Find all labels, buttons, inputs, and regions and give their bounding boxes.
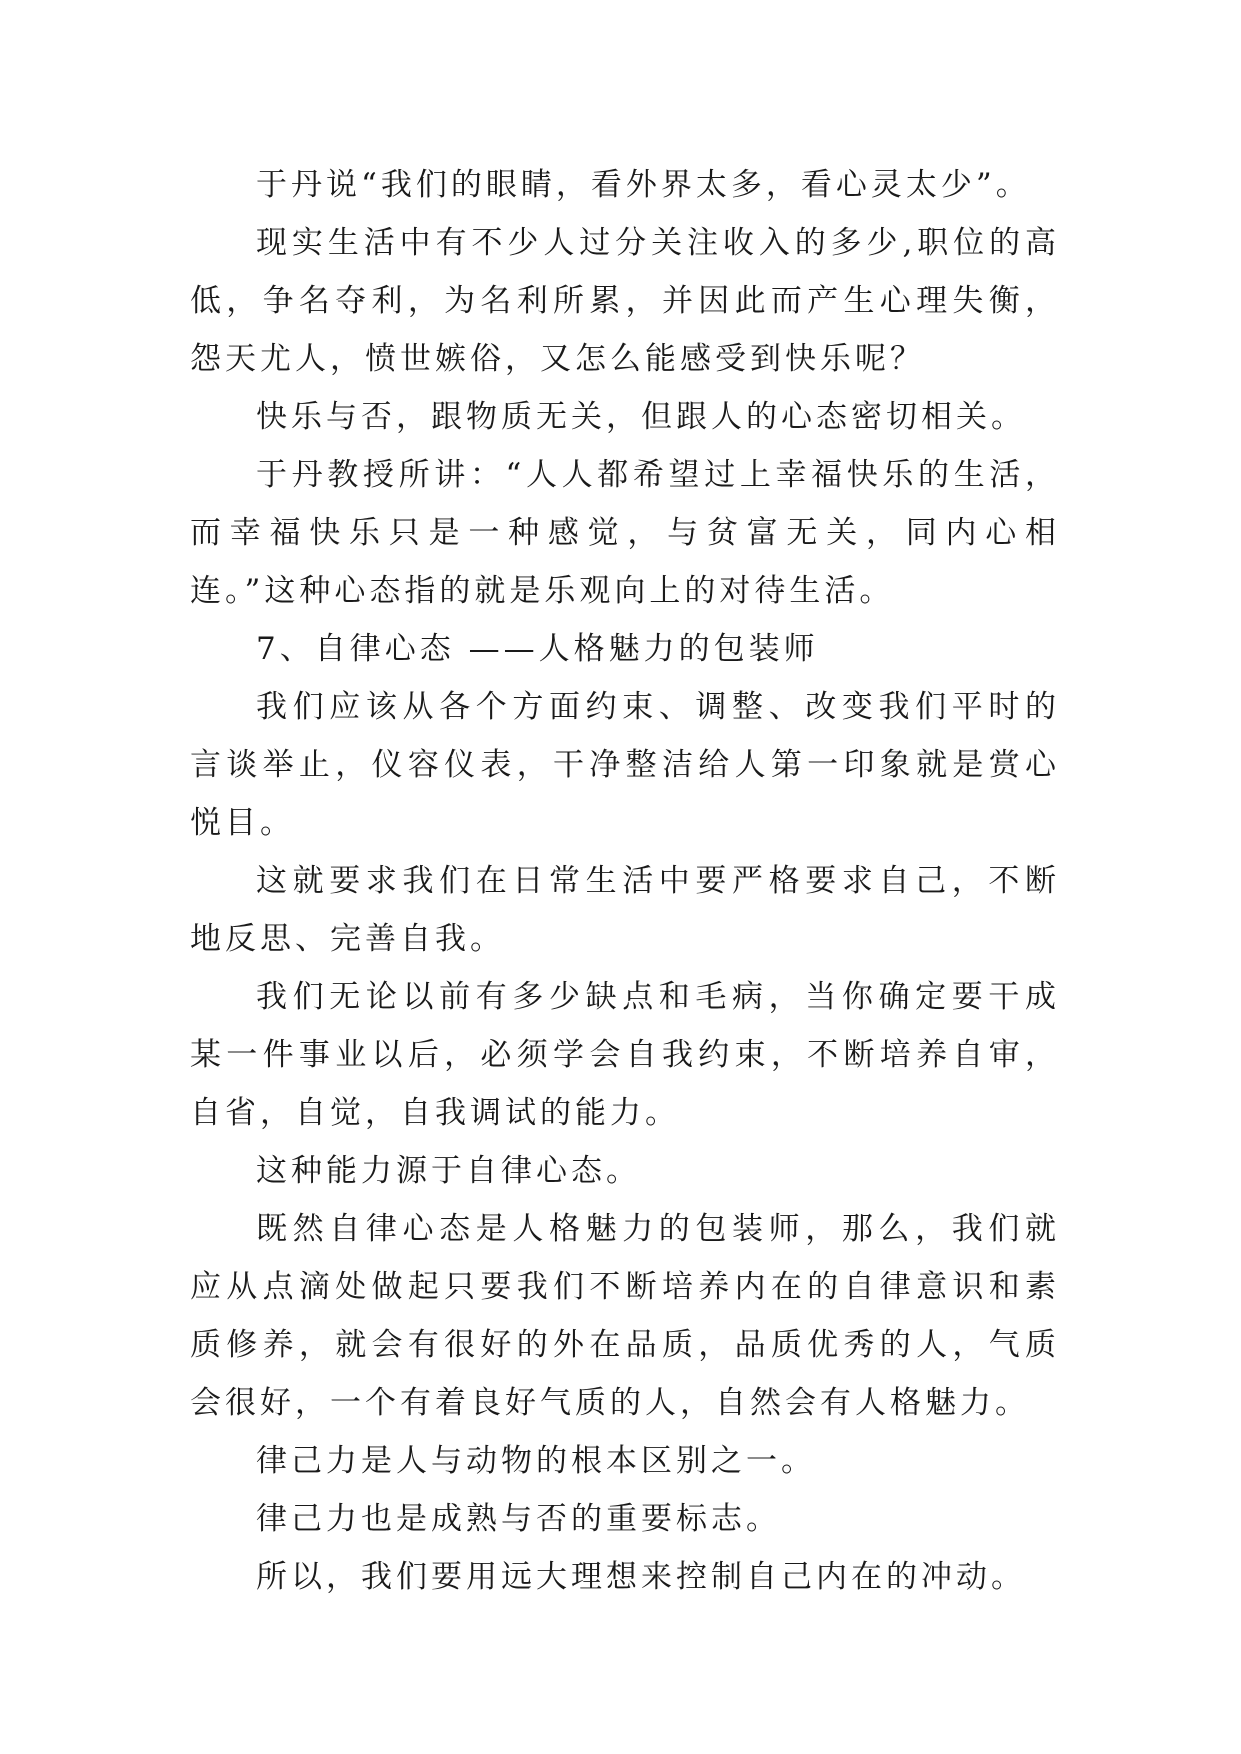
paragraph: 我们无论以前有多少缺点和毛病，当你确定要干成某一件事业以后，必须学会自我约束，不断培养自审，自省，自觉，自我调试的能力。 (190, 979, 1060, 1131)
paragraph: 快乐与否，跟物质无关，但跟人的心态密切相关。 (256, 399, 1026, 435)
paragraph: 这种能力源于自律心态。 (256, 1153, 641, 1189)
document-body (190, 156, 1060, 1606)
paragraph: 所以，我们要用远大理想来控制自己内在的冲动。 (256, 1559, 1026, 1595)
paragraph: 于丹说“我们的眼睛，看外界太多，看心灵太少”。 (256, 167, 1031, 203)
paragraph: 律己力是人与动物的根本区别之一。 (256, 1443, 816, 1479)
paragraph: 这就要求我们在日常生活中要严格要求自己，不断地反思、完善自我。 (190, 863, 1060, 957)
paragraph: 律己力也是成熟与否的重要标志。 (256, 1501, 781, 1537)
section-heading: 7、自律心态 ——人格魅力的包装师 (256, 631, 819, 667)
paragraph: 我们应该从各个方面约束、调整、改变我们平时的言谈举止，仪容仪表，干净整洁给人第一印象就是赏心悦目。 (190, 689, 1060, 841)
paragraph: 既然自律心态是人格魅力的包装师，那么，我们就应从点滴处做起只要我们不断培养内在的自律意识和素质修养，就会有很好的外在品质，品质优秀的人，气质会很好，一个有着良好气质的人，自然会有人格魅力。 (190, 1211, 1060, 1421)
paragraph: 现实生活中有不少人过分关注收入的多少,职位的高低，争名夺利，为名利所累，并因此而产生心理失衡，怨天尤人，愤世嫉俗，又怎么能感受到快乐呢？ (190, 225, 1060, 377)
paragraph: 于丹教授所讲：“人人都希望过上幸福快乐的生活，而幸福快乐只是一种感觉，与贫富无关，同内心相连。”这种心态指的就是乐观向上的对待生活。 (190, 457, 1060, 609)
